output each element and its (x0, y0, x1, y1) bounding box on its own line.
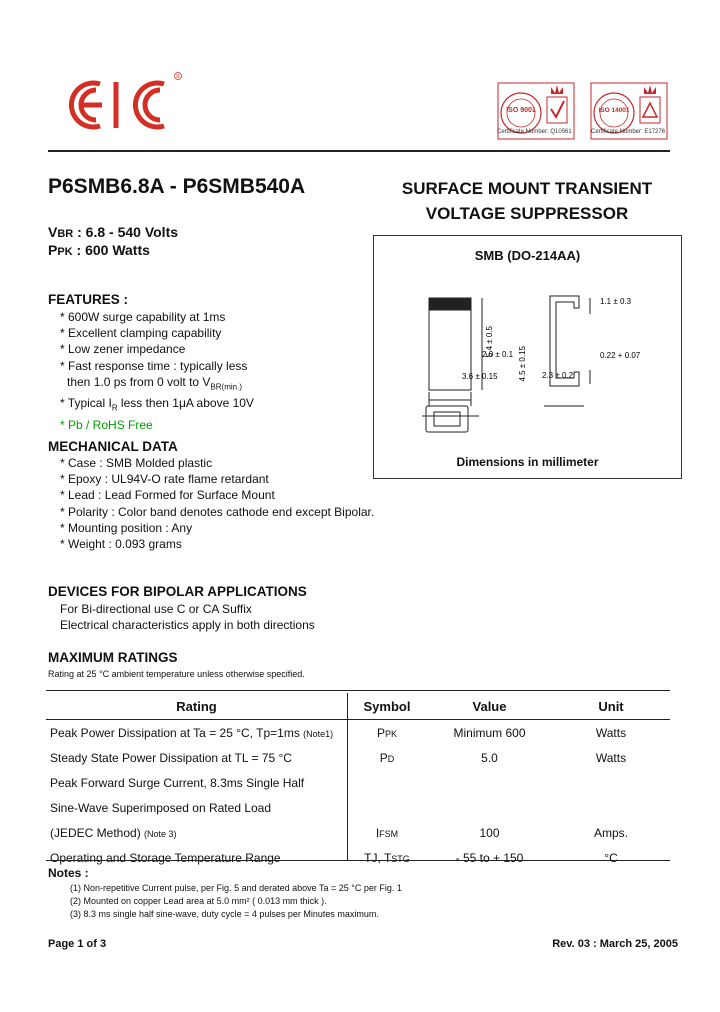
list-item: * Case : SMB Molded plastic (60, 456, 213, 470)
mechanical-heading: MECHANICAL DATA (48, 439, 178, 454)
iso-14001-badge-text: ISO 14001 (598, 107, 630, 114)
dim-height-outer: 5.4 ± 0.5 (485, 326, 494, 358)
list-item: * Polarity : Color band denotes cathode end except Bipolar. (60, 504, 375, 519)
list-item: * Low zener impedance (60, 342, 186, 357)
features-heading: FEATURES : (48, 292, 128, 307)
table-row: Sine-Wave Superimposed on Rated Load (50, 800, 272, 815)
features-list (60, 309, 254, 433)
list-item: then 1.0 ps from 0 volt to $V_{BR(min.)}$ (67, 374, 242, 392)
notes-list (70, 882, 402, 921)
table-top-rule (46, 690, 670, 691)
revision-date: Rev. 03 : March 25, 2005 (552, 938, 678, 950)
dim-lead-top: 1.1 ± 0.3 (600, 297, 632, 306)
vbr-spec: VBR : 6.8 - 540 Volts (48, 224, 179, 240)
list-item: * Weight : 0.093 grams (60, 537, 182, 552)
table-row: Peak Power Dissipation at Ta = 25 °C, Tp=1ms (Note1) PPK Minimum 600 Watts (50, 725, 627, 740)
note-item: (2) Mounted on copper Lead area at 5.0 mm² ( 0.013 mm thick ). (70, 896, 327, 906)
dim-lead-width: 2.0 ± 0.1 (482, 350, 514, 359)
list-item-rohs: * Pb / RoHS Free (60, 418, 153, 432)
list-item: For Bi-directional use C or CA Suffix (60, 602, 252, 616)
table-header-row (46, 693, 670, 720)
list-item: * Lead : Lead Formed for Surface Mount (60, 488, 275, 503)
ratings-table (46, 693, 670, 870)
column-header: Symbol (347, 693, 427, 720)
list-item: * Excellent clamping capability (60, 326, 222, 341)
column-header: Value (427, 693, 552, 720)
table-row: Operating and Storage Temperature Range TJ, TSTG - 55 to + 150 °C (50, 850, 618, 865)
list-item: * Fast response time : typically less (60, 358, 248, 373)
list-item: * Mounting position : Any (60, 520, 193, 535)
dim-side-width: 2.3 ± 0.2 (542, 371, 574, 380)
part-range-title: P6SMB6.8A - P6SMB540A (48, 175, 306, 198)
column-header: Unit (552, 693, 670, 720)
list-item: Electrical characteristics apply in both directions (60, 618, 315, 633)
list-item: * Typical $I_R$ less then 1μA above 10V (60, 396, 254, 413)
table-row: (JEDEC Method) (Note 3) IFSM 100 Amps. (50, 825, 628, 840)
note-item: (3) 8.3 ms single half sine-wave, duty cycle = 4 pulses per Minutes maximum. (70, 909, 379, 919)
device-title-line1: SURFACE MOUNT TRANSIENT (401, 179, 653, 198)
device-title (372, 176, 682, 226)
device-title-line2: VOLTAGE SUPPRESSOR (425, 204, 629, 223)
svg-text:R: R (176, 74, 180, 80)
dimensions-caption: Dimensions in millimeter (456, 455, 599, 469)
column-header: Rating (46, 693, 347, 720)
dim-height-inner: 4.5 ± 0.15 (518, 346, 527, 382)
package-title: SMB (DO-214AA) (474, 248, 581, 263)
eic-logo (60, 72, 186, 136)
bipolar-heading: DEVICES FOR BIPOLAR APPLICATIONS (48, 584, 307, 599)
list-item: * 600W surge capability at 1ms (60, 310, 226, 324)
notes-heading: Notes : (48, 866, 89, 880)
table-bottom-rule (46, 860, 670, 861)
ratings-heading: MAXIMUM RATINGS (48, 650, 178, 665)
package-drawing-box (373, 235, 682, 479)
iso-14001-badge (590, 66, 670, 154)
package-outline-drawing (374, 276, 681, 451)
dim-lead-thickness: 0.22 + 0.07 (600, 351, 641, 360)
header-rule (48, 150, 670, 152)
bipolar-list (60, 601, 315, 633)
ratings-note: Rating at 25 °C ambient temperature unless otherwise specified. (48, 669, 305, 679)
iso-9001-badge-text: ISO 9001 (506, 107, 536, 114)
dim-body-width: 3.6 ± 0.15 (462, 372, 498, 381)
cert-caption-14001: Certificate Number: E17276 (591, 129, 666, 135)
iso-9001-badge (497, 66, 577, 154)
table-row: Peak Forward Surge Current, 8.3ms Single Half (50, 775, 305, 790)
list-item: * Epoxy : UL94V-O rate flame retardant (60, 472, 269, 487)
page-number: Page 1 of 3 (48, 938, 107, 950)
mechanical-list (60, 455, 374, 552)
note-item: (1) Non-repetitive Current pulse, per Fig. 5 and derated above Ta = 25 °C per Fig. 1 (70, 883, 402, 893)
ppk-spec: PPK : 600 Watts (48, 242, 150, 258)
cert-caption-9001: Certificate Number: Q10561 (497, 129, 572, 135)
table-row: Steady State Power Dissipation at TL = 75 °C PD 5.0 Watts (50, 750, 627, 765)
